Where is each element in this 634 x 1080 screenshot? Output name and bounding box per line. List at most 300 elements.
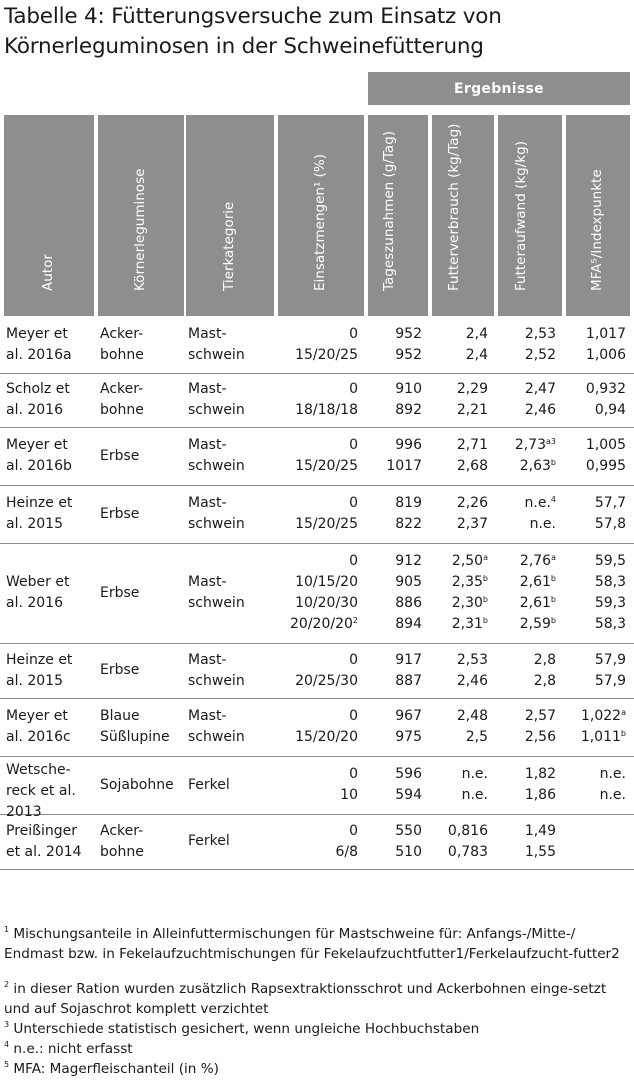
cell-leguminose-value: Süßlupine [100, 729, 170, 745]
cell-tierkategorie [188, 650, 270, 692]
cell-futteraufwand-line [498, 785, 556, 806]
header-koernerleguminose-label: Körnerleguminose [132, 168, 148, 291]
cell-futteraufwand-line [498, 345, 556, 366]
cell-leguminose [100, 660, 182, 681]
cell-tageszunahmen [368, 324, 422, 366]
cell-tierkategorie-line [188, 493, 270, 514]
cell-tageszunahmen-line [368, 842, 422, 863]
cell-mfa [566, 551, 626, 635]
cell-einsatzmengen-line [278, 551, 358, 572]
cell-futteraufwand-line [498, 821, 556, 842]
header-mfa [566, 115, 630, 316]
cell-tageszunahmen-value: 886 [395, 595, 422, 611]
cell-futteraufwand [498, 706, 556, 748]
cell-futteraufwand-value: 2,56 [524, 729, 556, 745]
cell-autor-value: 2013 [6, 804, 42, 820]
cell-mfa-value: 1,017 [585, 325, 626, 342]
cell-futteraufwand [498, 324, 556, 366]
cell-futteraufwand-superscript: a [551, 553, 556, 562]
cell-mfa-line [566, 614, 626, 635]
cell-futterverbrauch-line [432, 493, 488, 514]
cell-leguminose [100, 706, 182, 748]
cell-futterverbrauch-line [432, 551, 488, 572]
cell-futterverbrauch [432, 379, 488, 421]
cell-tageszunahmen-value: 975 [395, 729, 422, 745]
cell-tierkategorie [188, 435, 270, 477]
cell-futterverbrauch [432, 493, 488, 535]
cell-einsatzmengen-value: 15/20/25 [295, 516, 358, 532]
table-row [0, 543, 634, 644]
cell-leguminose-value: Acker- [100, 381, 144, 397]
cell-tageszunahmen-line [368, 706, 422, 727]
cell-leguminose-value: bohne [100, 402, 144, 418]
cell-futteraufwand [498, 551, 556, 635]
cell-tierkategorie [188, 324, 270, 366]
table-row [0, 427, 634, 486]
cell-tierkategorie-line [188, 671, 270, 692]
cell-futteraufwand-superscript: b [550, 595, 556, 604]
cell-futteraufwand-value: 2,8 [533, 651, 556, 668]
cell-mfa-line [566, 706, 626, 727]
cell-tageszunahmen-line [368, 764, 422, 785]
cell-tierkategorie-value: Mast- [188, 495, 227, 511]
table-row [0, 698, 634, 757]
cell-mfa-line [566, 379, 626, 400]
cell-futterverbrauch-value: 2,48 [456, 708, 488, 724]
cell-futteraufwand [498, 379, 556, 421]
cell-leguminose-value: Erbse [100, 505, 140, 522]
cell-mfa-line [566, 785, 626, 806]
cell-mfa-value [622, 823, 626, 839]
cell-futteraufwand-line [498, 842, 556, 863]
cell-mfa-value: 57,9 [594, 651, 626, 668]
cell-futterverbrauch-value: 2,68 [456, 458, 488, 474]
cell-futteraufwand-superscript: b [550, 458, 556, 467]
cell-einsatzmengen [278, 379, 358, 421]
cell-einsatzmengen [278, 324, 358, 366]
cell-einsatzmengen-line [278, 821, 358, 842]
cell-tageszunahmen-line [368, 593, 422, 614]
cell-futterverbrauch-line [432, 785, 488, 806]
cell-leguminose-value: Sojabohne [100, 776, 174, 793]
cell-tierkategorie-line [188, 456, 270, 477]
cell-einsatzmengen-line [278, 435, 358, 456]
cell-mfa-value: n.e. [599, 766, 626, 782]
cell-einsatzmengen-value: 0 [349, 651, 358, 668]
cell-tierkategorie [188, 493, 270, 535]
cell-futteraufwand-value: n.e. [524, 495, 551, 511]
cell-futterverbrauch-value: 2,26 [456, 495, 488, 511]
cell-autor-value: Preißinger [6, 822, 77, 839]
cell-leguminose-line [100, 727, 182, 748]
cell-tageszunahmen-line [368, 345, 422, 366]
cell-autor-value: Meyer et [6, 708, 68, 724]
cell-autor-line [6, 493, 94, 514]
cell-tierkategorie-line [188, 593, 270, 614]
cell-einsatzmengen-value: 0 [349, 553, 358, 569]
cell-futteraufwand-line [498, 379, 556, 400]
cell-futterverbrauch [432, 551, 488, 635]
cell-futteraufwand [498, 821, 556, 863]
cell-mfa-line [566, 493, 626, 514]
cell-einsatzmengen-value: 20/20/20 [290, 616, 353, 632]
footnote-number: 5 [4, 1060, 10, 1069]
cell-tierkategorie-line [188, 831, 270, 852]
cell-mfa-line [566, 435, 626, 456]
cell-mfa [566, 493, 626, 535]
cell-futteraufwand-value: 2,46 [524, 402, 556, 418]
cell-leguminose-value: Erbse [100, 584, 140, 601]
cell-futterverbrauch-value: 0,783 [447, 843, 488, 860]
cell-leguminose-line [100, 706, 182, 727]
cell-mfa-line [566, 400, 626, 421]
cell-einsatzmengen-value: 10/20/30 [295, 595, 358, 611]
cell-tageszunahmen-value: 892 [395, 402, 422, 418]
cell-leguminose [100, 583, 182, 604]
cell-tierkategorie-value: Ferkel [188, 833, 230, 849]
cell-futterverbrauch-value: 2,53 [456, 651, 488, 668]
cell-tageszunahmen-line [368, 435, 422, 456]
cell-autor-value: Heinze et [6, 495, 73, 511]
cell-autor-line [6, 760, 94, 781]
cell-mfa-value: 58,3 [594, 616, 626, 632]
cell-tierkategorie [188, 379, 270, 421]
cell-mfa [566, 821, 626, 863]
cell-leguminose-line [100, 324, 182, 345]
cell-autor-value: al. 2016c [6, 729, 71, 745]
cell-autor [6, 821, 94, 863]
cell-futterverbrauch [432, 435, 488, 477]
cell-mfa-value: 59,5 [594, 553, 626, 569]
cell-futterverbrauch-line [432, 593, 488, 614]
cell-futterverbrauch-line [432, 456, 488, 477]
cell-futterverbrauch-line [432, 324, 488, 345]
cell-leguminose-value: Acker- [100, 325, 144, 342]
cell-tageszunahmen [368, 493, 422, 535]
cell-mfa-line [566, 345, 626, 366]
cell-futterverbrauch [432, 764, 488, 806]
header-einsatzmengen [278, 115, 364, 316]
cell-futteraufwand [498, 435, 556, 477]
cell-einsatzmengen-line [278, 593, 358, 614]
cell-futterverbrauch-line [432, 842, 488, 863]
cell-mfa [566, 324, 626, 366]
header-tierkategorie-label: Tierkategorie [221, 201, 237, 291]
cell-tierkategorie-value: schwein [188, 595, 245, 611]
cell-mfa-value: 1,006 [585, 346, 626, 363]
cell-tageszunahmen [368, 435, 422, 477]
footnote-text: Mischungsanteile in Alleinfuttermischungen für Mastschweine für: Anfangs-/Mitte-/ Endmast bzw. in Fekelaufzuchtmischungen für Fekelaufzuchtfutter1/Ferkelaufzucht-futter2 [4, 926, 620, 962]
cell-futteraufwand-value: 1,55 [524, 843, 556, 860]
cell-futterverbrauch-superscript: a [483, 553, 488, 562]
cell-tierkategorie-value: Mast- [188, 325, 227, 342]
cell-autor-line [6, 593, 94, 614]
cell-futteraufwand-value: 2,57 [524, 708, 556, 724]
cell-futteraufwand-line [498, 324, 556, 345]
cell-mfa-line [566, 842, 626, 863]
cell-tierkategorie-value: schwein [188, 672, 245, 689]
cell-tierkategorie-line [188, 514, 270, 535]
cell-leguminose-line [100, 821, 182, 842]
cell-einsatzmengen-superscript: 2 [352, 616, 358, 625]
cell-futterverbrauch-line [432, 435, 488, 456]
cell-futterverbrauch-value: 0,816 [447, 822, 488, 839]
table-row [0, 756, 634, 820]
cell-tierkategorie-line [188, 650, 270, 671]
cell-tageszunahmen-value: 952 [395, 325, 422, 342]
cell-einsatzmengen-value: 0 [349, 437, 358, 453]
cell-tierkategorie-line [188, 572, 270, 593]
cell-leguminose-line [100, 379, 182, 400]
cell-futteraufwand-value: 2,76 [519, 553, 552, 569]
cell-mfa-value: 1,022 [581, 708, 622, 724]
cell-tageszunahmen-line [368, 727, 422, 748]
cell-leguminose-line [100, 842, 182, 863]
cell-leguminose-value: bohne [100, 843, 144, 860]
cell-futterverbrauch-value: 2,46 [456, 672, 488, 689]
cell-tageszunahmen-value: 905 [395, 574, 422, 590]
cell-mfa-value [622, 844, 626, 860]
footnote-text: MFA: Magerfleischanteil (in %) [9, 1061, 219, 1077]
cell-futterverbrauch-superscript: b [482, 595, 488, 604]
footnote-number: 3 [4, 1020, 10, 1029]
cell-autor-value: Weber et [6, 574, 70, 590]
cell-einsatzmengen [278, 764, 358, 806]
cell-einsatzmengen-line [278, 842, 358, 863]
cell-mfa [566, 650, 626, 692]
cell-autor-line [6, 345, 94, 366]
cell-futterverbrauch-value: 2,4 [465, 325, 488, 342]
cell-futteraufwand-line [498, 572, 556, 593]
cell-futteraufwand-value: 2,59 [519, 616, 551, 632]
cell-autor [6, 650, 94, 692]
footnote [4, 920, 630, 964]
cell-tierkategorie-line [188, 324, 270, 345]
cell-einsatzmengen-line [278, 785, 358, 806]
cell-futterverbrauch-line [432, 650, 488, 671]
cell-futteraufwand-value: 2,73 [514, 437, 546, 453]
cell-futterverbrauch-line [432, 572, 488, 593]
cell-leguminose-line [100, 446, 182, 467]
cell-einsatzmengen-value: 0 [349, 325, 358, 342]
cell-mfa-line [566, 650, 626, 671]
cell-futterverbrauch-value: 2,71 [456, 437, 488, 453]
cell-einsatzmengen-value: 0 [349, 381, 358, 397]
cell-futteraufwand-value: 2,61 [519, 595, 551, 611]
cell-mfa-value: 0,995 [585, 458, 626, 474]
cell-mfa-line [566, 764, 626, 785]
cell-autor-value: Scholz et [6, 381, 70, 397]
cell-einsatzmengen-value: 20/25/30 [295, 672, 358, 689]
cell-futteraufwand-value: 2,47 [524, 381, 556, 397]
cell-mfa-line [566, 456, 626, 477]
cell-tierkategorie-value: Ferkel [188, 776, 230, 793]
cell-tierkategorie-line [188, 400, 270, 421]
cell-mfa-value: 0,94 [594, 402, 626, 418]
header-futterverbrauch-label: Futterverbrauch (kg/Tag) [446, 123, 462, 291]
cell-einsatzmengen-line [278, 614, 358, 635]
cell-einsatzmengen-value: 0 [349, 822, 358, 839]
cell-einsatzmengen-value: 6/8 [335, 843, 358, 860]
cell-leguminose [100, 504, 182, 525]
cell-futterverbrauch-value: 2,50 [451, 553, 484, 569]
header-futteraufwand-label: Futteraufwand (kg/kg) [513, 141, 529, 291]
cell-futteraufwand-value: 2,52 [524, 346, 556, 363]
cell-futterverbrauch-value: 2,30 [451, 595, 483, 611]
cell-tageszunahmen-value: 819 [395, 495, 422, 511]
cell-einsatzmengen [278, 650, 358, 692]
table-row [0, 814, 634, 870]
cell-mfa [566, 379, 626, 421]
cell-mfa-value: 0,932 [585, 381, 626, 397]
cell-autor [6, 379, 94, 421]
cell-futteraufwand [498, 493, 556, 535]
header-tageszunahmen-label: Tageszunahmen (g/Tag) [381, 130, 397, 291]
cell-einsatzmengen-line [278, 456, 358, 477]
cell-einsatzmengen-value: 15/20/20 [295, 729, 358, 745]
cell-tierkategorie-value: schwein [188, 458, 245, 474]
footnote [4, 975, 630, 1019]
table-row [0, 316, 634, 374]
cell-einsatzmengen-line [278, 671, 358, 692]
cell-futteraufwand-line [498, 435, 556, 456]
cell-futteraufwand-superscript: 4 [550, 495, 556, 504]
cell-autor-value: reck et al. [6, 783, 76, 799]
header-futterverbrauch [432, 115, 494, 316]
cell-futterverbrauch-line [432, 727, 488, 748]
cell-einsatzmengen-line [278, 572, 358, 593]
cell-tierkategorie [188, 572, 270, 614]
cell-tierkategorie [188, 706, 270, 748]
cell-mfa-line [566, 671, 626, 692]
cell-autor-value: al. 2015 [6, 516, 63, 532]
cell-tageszunahmen-value: 550 [395, 822, 422, 839]
cell-mfa-value: 57,7 [594, 495, 626, 511]
cell-tageszunahmen-line [368, 551, 422, 572]
table-title: Tabelle 4: Fütterungsversuche zum Einsatz von Körnerleguminosen in der Schweinefütterung [4, 4, 502, 59]
cell-tageszunahmen [368, 551, 422, 635]
cell-leguminose [100, 379, 182, 421]
cell-einsatzmengen-value: 0 [349, 766, 358, 782]
cell-einsatzmengen [278, 435, 358, 477]
cell-futterverbrauch-value: 2,29 [456, 381, 488, 397]
cell-mfa-value: n.e. [599, 787, 626, 803]
cell-futterverbrauch [432, 821, 488, 863]
cell-tierkategorie-value: Mast- [188, 381, 227, 397]
cell-futteraufwand-line [498, 727, 556, 748]
cell-futteraufwand-line [498, 400, 556, 421]
cell-tierkategorie-value: schwein [188, 346, 245, 363]
cell-futteraufwand-value: 2,53 [524, 325, 556, 342]
cell-einsatzmengen-value: 15/20/25 [295, 458, 358, 474]
cell-futterverbrauch-value: 2,37 [456, 516, 488, 532]
cell-tageszunahmen [368, 821, 422, 863]
cell-einsatzmengen-line [278, 727, 358, 748]
cell-tageszunahmen [368, 650, 422, 692]
cell-futterverbrauch-line [432, 400, 488, 421]
cell-autor-line [6, 706, 94, 727]
footnote-number: 4 [4, 1040, 10, 1049]
cell-einsatzmengen [278, 821, 358, 863]
cell-tageszunahmen-value: 894 [395, 616, 422, 632]
footnote-text: in dieser Ration wurden zusätzlich Rapsextraktionsschrot und Ackerbohnen einge-setzt und auf Sojaschrot komplett verzichtet [4, 981, 607, 1017]
cell-futterverbrauch [432, 706, 488, 748]
cell-futterverbrauch-line [432, 379, 488, 400]
table-row [0, 485, 634, 544]
cell-autor-line [6, 650, 94, 671]
cell-tierkategorie-line [188, 727, 270, 748]
cell-einsatzmengen-line [278, 324, 358, 345]
cell-tierkategorie-line [188, 706, 270, 727]
cell-futterverbrauch-value: 2,5 [465, 729, 488, 745]
cell-futteraufwand-line [498, 551, 556, 572]
cell-autor-value: al. 2015 [6, 672, 63, 689]
cell-tierkategorie-line [188, 379, 270, 400]
group-header-ergebnisse: Ergebnisse [368, 72, 630, 105]
cell-futterverbrauch-line [432, 821, 488, 842]
cell-tageszunahmen-line [368, 514, 422, 535]
cell-autor-value: et al. 2014 [6, 843, 82, 860]
cell-leguminose [100, 775, 182, 796]
cell-futterverbrauch-value: 2,31 [451, 616, 483, 632]
cell-futteraufwand-line [498, 614, 556, 635]
cell-futteraufwand-value: 2,61 [519, 574, 551, 590]
cell-leguminose-line [100, 583, 182, 604]
cell-tierkategorie-value: schwein [188, 516, 245, 532]
cell-futterverbrauch-value: 2,21 [456, 402, 488, 418]
cell-futteraufwand [498, 650, 556, 692]
cell-tierkategorie-line [188, 775, 270, 796]
cell-futterverbrauch-line [432, 345, 488, 366]
cell-einsatzmengen-line [278, 493, 358, 514]
cell-autor-line [6, 781, 94, 802]
cell-futteraufwand-line [498, 593, 556, 614]
cell-leguminose-value: Erbse [100, 662, 140, 678]
cell-tageszunahmen-value: 910 [395, 381, 422, 397]
cell-mfa-value: 1,011 [580, 729, 621, 745]
cell-autor-value: al. 2016 [6, 402, 63, 418]
cell-futterverbrauch-line [432, 514, 488, 535]
cell-autor [6, 493, 94, 535]
cell-tageszunahmen-value: 1017 [386, 458, 422, 474]
cell-einsatzmengen-line [278, 764, 358, 785]
cell-mfa-value: 1,005 [585, 437, 626, 453]
cell-tierkategorie-value: Mast- [188, 708, 227, 724]
cell-futterverbrauch [432, 650, 488, 692]
cell-leguminose-line [100, 400, 182, 421]
cell-mfa-value: 59,3 [594, 595, 626, 611]
cell-einsatzmengen-line [278, 400, 358, 421]
cell-futterverbrauch-value: n.e. [461, 787, 488, 803]
cell-leguminose-line [100, 775, 182, 796]
cell-autor [6, 435, 94, 477]
cell-futteraufwand-superscript: b [550, 616, 556, 625]
cell-autor-value: al. 2016 [6, 595, 63, 611]
cell-leguminose-value: Erbse [100, 447, 140, 464]
header-koernerleguminose [98, 115, 184, 316]
cell-leguminose-line [100, 345, 182, 366]
cell-futterverbrauch-line [432, 706, 488, 727]
cell-mfa-line [566, 821, 626, 842]
cell-leguminose-value: bohne [100, 346, 144, 363]
cell-autor-line [6, 572, 94, 593]
cell-tageszunahmen [368, 706, 422, 748]
cell-mfa-line [566, 551, 626, 572]
cell-autor-line [6, 456, 94, 477]
cell-mfa-line [566, 727, 626, 748]
header-einsatzmengen-label: Einsatzmengen¹ (%) [312, 153, 328, 291]
cell-tierkategorie-value: Mast- [188, 651, 227, 668]
